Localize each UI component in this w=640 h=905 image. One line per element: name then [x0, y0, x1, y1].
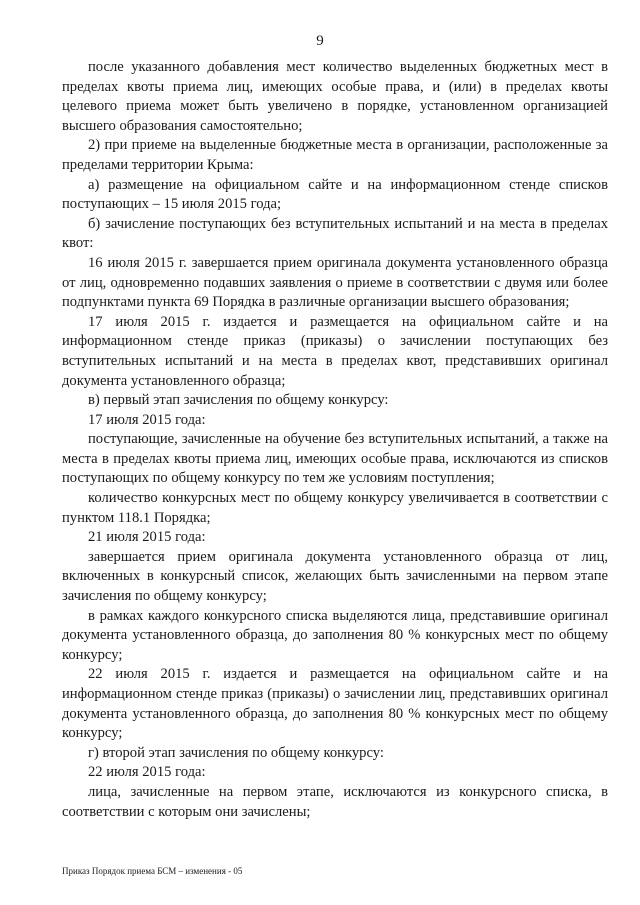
footer-note: Приказ Порядок приема БСМ – изменения - 05 [62, 866, 243, 876]
paragraph: завершается прием оригинала документа установленного образца от лиц, включенных в конкурсный список, желающих быть зачисленными на первом этапе зачисления по общему конкурсу; [62, 548, 608, 605]
paragraph: 17 июля 2015 года: [88, 411, 206, 428]
paragraph: 22 июля 2015 г. издается и размещается на официальном сайте и на информационном стенде приказ (приказы) о зачислении лиц, представивших оригинал документа установленного образца, до заполнения 80 % конкурсных мест по общему конкурсу; [62, 666, 608, 742]
paragraph: а) размещение на официальном сайте и на информационном стенде списков поступающих – 15 июля 2015 года; [62, 176, 608, 213]
paragraph: г) второй этап зачисления по общему конкурсу: [88, 744, 384, 761]
paragraph: в) первый этап зачисления по общему конкурсу: [88, 392, 389, 409]
paragraph: после указанного добавления мест количество выделенных бюджетных мест в пределах квоты приема лиц, имеющих особые права, и (или) в пределах квоты целевого приема может быть увеличено в порядке, установленном организацией высшего образования самостоятельно; [62, 59, 608, 134]
paragraph: 16 июля 2015 г. завершается прием оригинала документа установленного образца от лиц, одновременно подавших заявления о приеме в соответствии с двумя или более подпунктами пункта 69 Порядка в различные организации высшего образования; [62, 254, 608, 311]
page-number: 9 [316, 33, 324, 49]
paragraph: количество конкурсных мест по общему конкурсу увеличивается в соответствии с пунктом 118.1 Порядка; [62, 490, 608, 526]
paragraph: лица, зачисленные на первом этапе, исключаются из конкурсного списка, в соответствии с которым они зачислены; [62, 783, 608, 820]
paragraph: 2) при приеме на выделенные бюджетные места в организации, расположенные за пределами территории Крыма: [62, 137, 608, 173]
paragraph: 21 июля 2015 года: [88, 529, 206, 546]
paragraph: 17 июля 2015 г. издается и размещается на официальном сайте и на информационном стенде приказ (приказы) о зачислении поступающих без вступительных испытаний и на места в пределах квот, представивших оригинал документа установленного образца; [62, 313, 608, 389]
paragraph: б) зачисление поступающих без вступительных испытаний и на места в пределах квот: [62, 215, 608, 252]
paragraph: поступающие, зачисленные на обучение без вступительных испытаний, а также на места в пределах квоты приема лиц, имеющих особые права, исключаются из списков поступающих по общему конкурсу по тем же условиям поступления; [62, 431, 608, 487]
paragraph: 22 июля 2015 года: [88, 764, 206, 781]
document-body [62, 58, 608, 822]
paragraph: в рамках каждого конкурсного списка выделяются лица, представившие оригинал документа установленного образца, до заполнения 80 % конкурсных мест по общему конкурсу; [62, 607, 608, 663]
